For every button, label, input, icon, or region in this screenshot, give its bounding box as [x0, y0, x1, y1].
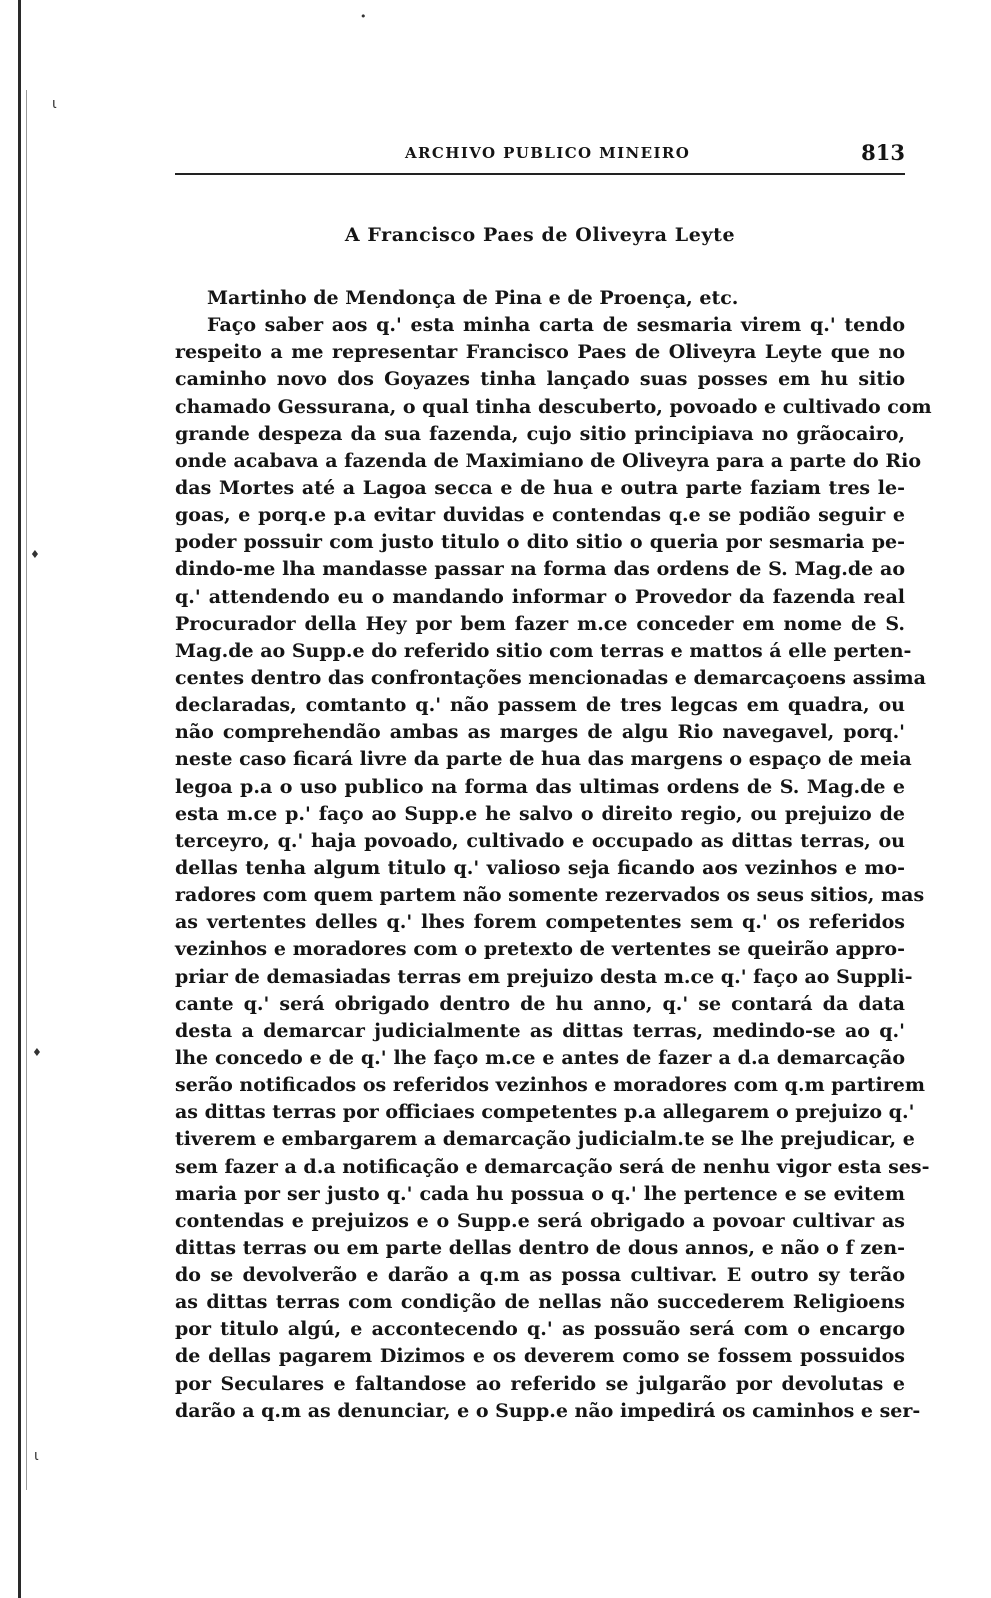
document-title: A Francisco Paes de Oliveyra Leyte: [344, 224, 736, 246]
body-line: priar de demasiadas terras em prejuizo desta m.ce q.' faço ao Suppli-: [175, 965, 913, 988]
body-line: grande despeza da sua fazenda, cujo sitio principiava no grãocairo,: [175, 422, 905, 445]
running-title: ARCHIVO PUBLICO MINEIRO: [405, 144, 691, 162]
body-line: desta a demarcar judicialmente as dittas terras, medindo-se ao q.': [175, 1019, 905, 1042]
body-line: tiverem e embargarem a demarcação judicialm.te se lhe prejudicar, e: [175, 1128, 915, 1151]
body-line: sem fazer a d.a notificação e demarcação será de nenhu vigor esta ses-: [175, 1155, 930, 1178]
page-number: 813: [861, 140, 905, 165]
body-line: cante q.' será obrigado dentro de hu anno, q.' se contará da data: [175, 992, 905, 1015]
body-line: as vertentes delles q.' lhes forem competentes sem q.' os referidos: [175, 911, 905, 934]
margin-mark: ɩ: [52, 96, 57, 112]
body-line: Mag.de ao Supp.e do referido sitio com terras e mattos á elle perten-: [175, 639, 912, 662]
body-line: por Seculares e faltandose ao referido se julgarão por devolutas e: [175, 1372, 905, 1395]
body-line: caminho novo dos Goyazes tinha lançado suas posses em hu sitio: [175, 368, 905, 391]
body-line: as dittas terras por officiaes competentes p.a allegarem o prejuizo q.': [175, 1101, 915, 1124]
body-line: por titulo algú, e accontecendo q.' as possuão será com o encargo: [175, 1318, 905, 1341]
body-line: maria por ser justo q.' cada hu possua o q.' lhe pertence e se evitem: [175, 1182, 905, 1205]
body-line: Faço saber aos q.' esta minha carta de sesmaria virem q.' tendo: [207, 314, 905, 337]
body-line: q.' attendendo eu o mandando informar o Provedor da fazenda real: [175, 585, 905, 608]
body-line: serão notificados os referidos vezinhos e moradores com q.m partirem: [175, 1074, 925, 1097]
body-line: Martinho de Mendonça de Pina e de Proença, etc.: [207, 287, 739, 309]
body-line: goas, e porq.e p.a evitar duvidas e contendas q.e se podião seguir e: [175, 504, 905, 527]
body-line: neste caso ficará livre da parte de hua das margens o espaço de meia: [175, 748, 912, 771]
body-line: chamado Gessurana, o qual tinha descuberto, povoado e cultivado com: [175, 395, 932, 418]
page-binding-edge: [18, 0, 21, 1598]
body-line: onde acabava a fazenda de Maximiano de Oliveyra para a parte do Rio: [175, 449, 922, 472]
page-header: [175, 140, 905, 170]
margin-mark: ɩ: [34, 1448, 39, 1464]
body-line: do se devolverão e darão a q.m as possa cultivar. E outro sy terão: [175, 1264, 905, 1287]
page-binding-shadow: [26, 90, 27, 1490]
body-line: centes dentro das confrontações mencionadas e demarcaçoens assima: [175, 666, 926, 689]
header-rule: [175, 173, 905, 175]
document-body: [175, 285, 932, 1425]
body-line: das Mortes até a Lagoa secca e de hua e outra parte faziam tres le-: [175, 476, 905, 499]
body-line: poder possuir com justo titulo o dito sitio o queria por sesmaria pe-: [175, 531, 905, 554]
body-line: vezinhos e moradores com o pretexto de vertentes se queirão appro-: [175, 938, 905, 961]
body-line: não comprehendão ambas as marges de algu Rio navegavel, porq.': [175, 721, 905, 744]
body-line: dindo-me lha mandasse passar na forma das ordens de S. Mag.de ao: [175, 558, 905, 581]
margin-mark: •: [360, 10, 367, 23]
body-line: contendas e prejuizos e o Supp.e será obrigado a povoar cultivar as: [175, 1209, 905, 1232]
body-line: legoa p.a o uso publico na forma das ultimas ordens de S. Mag.de e: [175, 775, 905, 798]
body-line: Procurador della Hey por bem fazer m.ce conceder em nome de S.: [175, 612, 905, 635]
margin-mark: ♦: [32, 1046, 42, 1059]
body-line: declaradas, comtanto q.' não passem de tres legcas em quadra, ou: [175, 694, 905, 717]
margin-mark: ♦: [30, 548, 40, 561]
body-line: esta m.ce p.' faço ao Supp.e he salvo o direito regio, ou prejuizo de: [175, 802, 905, 825]
body-line: de dellas pagarem Dizimos e os deverem como se fossem possuidos: [175, 1345, 905, 1368]
body-line: darão a q.m as denunciar, e o Supp.e não impedirá os caminhos e ser-: [175, 1399, 921, 1422]
body-line: radores com quem partem não somente rezervados os seus sitios, mas: [175, 884, 925, 907]
body-line: terceyro, q.' haja povoado, cultivado e occupado as dittas terras, ou: [175, 829, 905, 852]
body-line: dittas terras ou em parte dellas dentro de dous annos, e não o f zen-: [175, 1236, 905, 1259]
body-line: lhe concedo e de q.' lhe faço m.ce e antes de fazer a d.a demarcação: [175, 1046, 905, 1069]
body-line: respeito a me representar Francisco Paes de Oliveyra Leyte que no: [175, 341, 905, 364]
body-line: as dittas terras com condição de nellas não succederem Religioens: [175, 1291, 905, 1314]
body-line: dellas tenha algum titulo q.' valioso seja ficando aos vezinhos e mo-: [175, 856, 905, 879]
